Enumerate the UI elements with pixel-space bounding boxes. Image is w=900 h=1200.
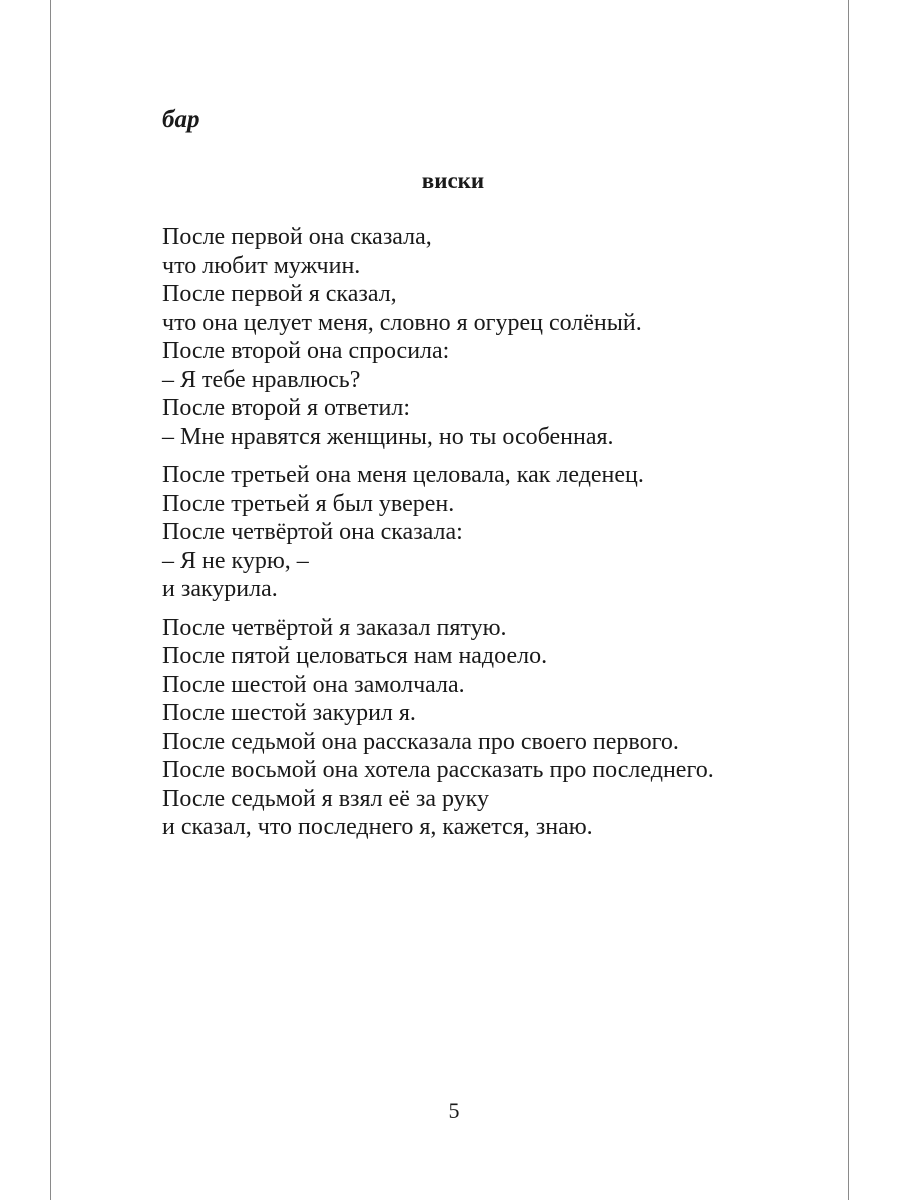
verse-line: и сказал, что последнего я, кажется, знаю. <box>162 814 593 840</box>
verse-line: После шестой закурил я. <box>162 700 416 726</box>
verse-line: После шестой она замолчала. <box>162 671 465 698</box>
poem-title: виски <box>421 168 485 193</box>
verse-line: После третьей она меня целовала, как леденец. <box>162 462 644 488</box>
verse-line: – Я не курю, – <box>162 547 309 574</box>
verse-line: После первой я сказал, <box>162 281 397 307</box>
verse-line: и закурила. <box>162 576 278 602</box>
verse-line: После второй я ответил: <box>162 395 410 421</box>
stanza-3 <box>162 614 802 842</box>
page-number: 5 <box>448 1098 460 1123</box>
verse-line: что любит мужчин. <box>162 252 361 279</box>
verse-line: После восьмой она хотела рассказать про последнего. <box>162 757 714 783</box>
stanza-1 <box>162 223 802 451</box>
verse-line: – Мне нравятся женщины, но ты особенная. <box>162 423 614 450</box>
poem-body <box>162 223 802 842</box>
verse-line: После пятой целоваться нам надоело. <box>162 643 548 669</box>
verse-line: После первой она сказала, <box>162 224 432 250</box>
verse-line: После четвёртой я заказал пятую. <box>162 614 507 641</box>
section-label: бар <box>162 106 200 133</box>
stanza-2 <box>162 461 802 604</box>
verse-line: После второй она спросила: <box>162 338 450 364</box>
verse-line: После седьмой я взял её за руку <box>162 785 489 812</box>
verse-line: После седьмой она рассказала про своего первого. <box>162 728 679 755</box>
verse-line: После четвёртой она сказала: <box>162 519 463 545</box>
verse-line: что она целует меня, словно я огурец солёный. <box>162 309 642 336</box>
verse-line: – Я тебе нравлюсь? <box>162 366 361 393</box>
verse-line: После третьей я был уверен. <box>162 490 455 517</box>
